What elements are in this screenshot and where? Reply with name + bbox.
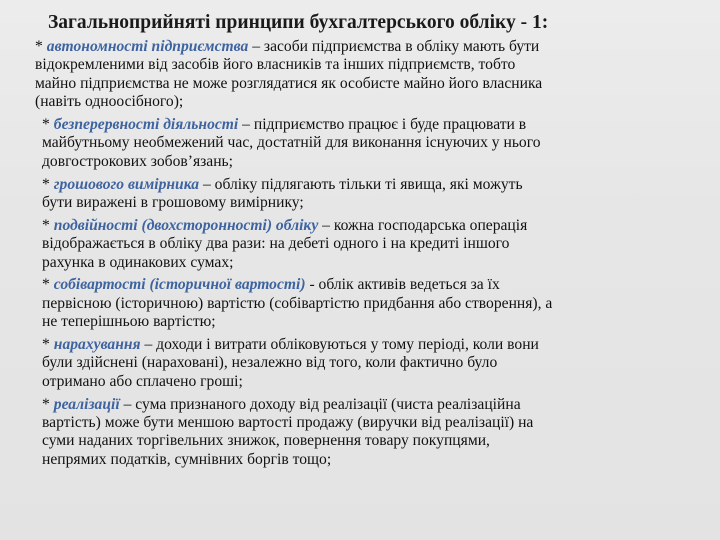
description-line: рахунка в одинакових сумах; bbox=[42, 253, 234, 271]
principle-description: – сума признаного доходу від реалізації (чиста реалізаційна bbox=[119, 395, 521, 413]
principle-term: автономності підприємства bbox=[46, 38, 249, 55]
principle-description: - облік активів ведеться за їх bbox=[305, 276, 500, 294]
bullet-marker: * bbox=[42, 216, 50, 234]
principle-description: – засоби підприємства в обліку мають бути bbox=[248, 38, 540, 55]
bullet-marker: * bbox=[42, 336, 50, 354]
principle-term: подвійності (двохсторонності) обліку bbox=[53, 216, 319, 234]
principle-item bbox=[35, 176, 707, 213]
principle-term: собівартості (історичної вартості) bbox=[53, 276, 306, 294]
principle-term: нарахування bbox=[53, 336, 141, 354]
bullet-marker: * bbox=[42, 395, 50, 413]
principle-description: – підприємство працює і буде працювати в bbox=[238, 116, 527, 134]
description-line: майно підприємства не може розглядатися як особисте майно його власника bbox=[35, 74, 543, 92]
description-line: не теперішньою вартістю; bbox=[42, 313, 216, 331]
bullet-marker: * bbox=[42, 276, 50, 294]
description-line: майбутньому необмежений час, достатній для виконання існуючих у нього bbox=[42, 134, 541, 152]
principle-description: – кожна господарська операція bbox=[318, 216, 528, 234]
principle-item bbox=[35, 396, 707, 470]
description-line: суми наданих торгівельних знижок, повернення товару покупцями, bbox=[42, 432, 490, 450]
description-line: бути виражені в грошовому вимірнику; bbox=[42, 194, 304, 212]
bullet-marker: * bbox=[42, 116, 50, 134]
principle-item bbox=[35, 336, 707, 391]
bullet-marker: * bbox=[35, 38, 43, 55]
description-line: (навіть одноосібного); bbox=[35, 93, 184, 111]
slide-title: Загальноприйняті принципи бухгалтерського обліку - 1: bbox=[48, 12, 549, 33]
description-line: відокремленими від засобів його власників та інших підприємств, тобто bbox=[35, 56, 516, 74]
principle-item bbox=[35, 217, 707, 272]
principles-list bbox=[35, 38, 707, 474]
description-line: довгострокових зобов’язань; bbox=[42, 152, 233, 170]
principle-description: – обліку підлягають тільки ті явища, які можуть bbox=[199, 175, 523, 193]
principle-item bbox=[35, 38, 707, 112]
principle-term: реалізації bbox=[53, 395, 120, 413]
description-line: відображається в обліку два рази: на дебеті одного і на кредиті іншого bbox=[42, 235, 510, 253]
description-line: первісною (історичною) вартістю (собівартістю придбання або створення), а bbox=[42, 294, 553, 312]
principle-term: грошового вимірника bbox=[53, 175, 200, 193]
principle-item bbox=[35, 116, 707, 171]
description-line: були здійснені (нараховані), незалежно від того, коли фактично було bbox=[42, 354, 498, 372]
principle-term: безперервності діяльності bbox=[53, 116, 239, 134]
principle-description: – доходи і витрати обліковуються у тому періоді, коли вони bbox=[140, 336, 539, 354]
bullet-marker: * bbox=[42, 175, 50, 193]
description-line: непрямих податків, сумнівних боргів тощо; bbox=[42, 450, 332, 468]
description-line: отримано або сплачено гроші; bbox=[42, 372, 243, 390]
principle-item bbox=[35, 276, 707, 331]
description-line: вартість) може бути меншою вартості продажу (виручки від реалізації) на bbox=[42, 414, 534, 432]
